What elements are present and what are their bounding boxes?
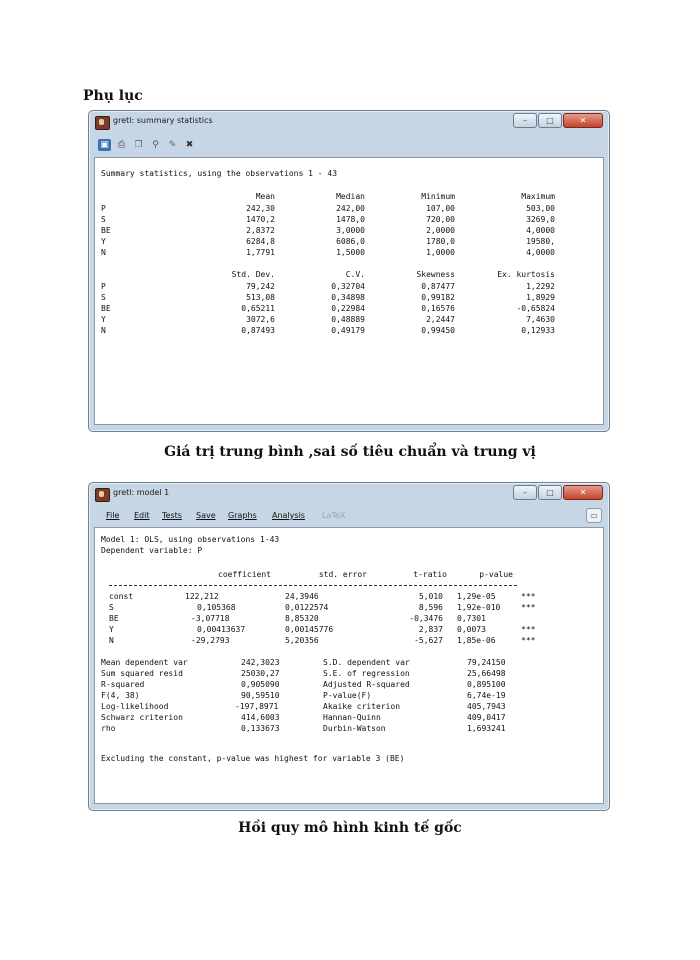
menu-bar bbox=[94, 507, 604, 525]
p-value-cell: 1,92e-010 bbox=[457, 603, 501, 612]
model-footer-note: Excluding the constant, p-value was highest for variable 3 (BE) bbox=[101, 754, 405, 763]
column-header: t-ratio bbox=[413, 570, 447, 579]
column-header: Mean bbox=[255, 192, 275, 201]
menu-file[interactable]: File bbox=[106, 511, 120, 520]
variable-label: P bbox=[101, 282, 106, 291]
column-header: p-value bbox=[479, 570, 513, 579]
find-icon[interactable]: ⚲ bbox=[152, 140, 159, 150]
table-cell: 2,2447 bbox=[426, 315, 455, 324]
stat-value: 0,895100 bbox=[467, 680, 506, 689]
title-bar[interactable] bbox=[89, 483, 609, 505]
column-header: Skewness bbox=[416, 270, 455, 279]
stat-value: 90,59510 bbox=[241, 691, 280, 700]
table-cell: 2,0000 bbox=[426, 226, 455, 235]
table-cell: 79,242 bbox=[246, 282, 275, 291]
significance-stars: *** bbox=[521, 603, 536, 612]
coefficient-cell: -3,07718 bbox=[191, 614, 230, 623]
table-cell: 720,00 bbox=[426, 215, 455, 224]
coefficient-cell: 0,105368 bbox=[197, 603, 236, 612]
menu-analysis[interactable]: Analysis bbox=[272, 511, 305, 520]
table-cell: 0,87477 bbox=[421, 282, 455, 291]
significance-stars: *** bbox=[521, 625, 536, 634]
table-cell: 0,99450 bbox=[421, 326, 455, 335]
variable-label: Y bbox=[109, 625, 114, 634]
stat-label: Akaike criterion bbox=[323, 702, 401, 711]
stat-value: 6,74e-19 bbox=[467, 691, 506, 700]
edit-icon[interactable]: ✎ bbox=[168, 140, 177, 150]
stat-value: 25,66498 bbox=[467, 669, 506, 678]
column-header: Maximum bbox=[521, 192, 555, 201]
table-cell: 7,4630 bbox=[526, 315, 555, 324]
caption-summary-statistics: Giá trị trung bình ,sai số tiêu chuẩn và trung vị bbox=[164, 444, 536, 460]
stat-label: S.E. of regression bbox=[323, 669, 410, 678]
coefficient-cell: 122,212 bbox=[185, 592, 219, 601]
table-cell: 1,7791 bbox=[246, 248, 275, 257]
table-cell: 1,5000 bbox=[336, 248, 365, 257]
table-cell: 1,8929 bbox=[526, 293, 555, 302]
variable-label: BE bbox=[109, 614, 119, 623]
table-cell: -0,65824 bbox=[516, 304, 555, 313]
table-cell: 0,87493 bbox=[241, 326, 275, 335]
gretl-app-icon bbox=[95, 116, 110, 130]
stat-label: Log-likelihood bbox=[101, 702, 169, 711]
variable-label: Y bbox=[101, 315, 106, 324]
p-value-cell: 1,29e-05 bbox=[457, 592, 496, 601]
table-cell: 0,32704 bbox=[331, 282, 365, 291]
column-header: coefficient bbox=[218, 570, 271, 579]
table-cell: 0,99182 bbox=[421, 293, 455, 302]
minimize-button[interactable]: – bbox=[513, 113, 537, 128]
table-cell: 242,00 bbox=[336, 204, 365, 213]
column-header: Std. Dev. bbox=[231, 270, 275, 279]
restore-icon[interactable]: ▭ bbox=[586, 508, 602, 523]
table-cell: 0,48889 bbox=[331, 315, 365, 324]
stat-value: 242,3023 bbox=[241, 658, 280, 667]
variable-label: Y bbox=[101, 237, 106, 246]
maximize-button[interactable]: □ bbox=[538, 113, 562, 128]
std-error-cell: 0,00145776 bbox=[285, 625, 334, 634]
menu-edit[interactable]: Edit bbox=[134, 511, 150, 520]
std-error-cell: 8,85320 bbox=[285, 614, 319, 623]
table-cell: 3072,6 bbox=[246, 315, 275, 324]
close-button[interactable]: ✕ bbox=[563, 113, 603, 128]
variable-label: N bbox=[101, 248, 106, 257]
table-cell: 0,65211 bbox=[241, 304, 275, 313]
t-ratio-cell: 2,837 bbox=[418, 625, 443, 634]
minimize-button[interactable]: – bbox=[513, 485, 537, 500]
title-bar[interactable] bbox=[89, 111, 609, 133]
statistics-title-line: Summary statistics, using the observations 1 - 43 bbox=[101, 169, 338, 178]
model-output-text-area[interactable] bbox=[94, 527, 604, 804]
maximize-button[interactable]: □ bbox=[538, 485, 562, 500]
table-cell: 513,08 bbox=[246, 293, 275, 302]
table-cell: 2,8372 bbox=[246, 226, 275, 235]
significance-stars: *** bbox=[521, 592, 536, 601]
t-ratio-cell: -5,627 bbox=[414, 636, 443, 645]
stat-label: Hannan-Quinn bbox=[323, 713, 381, 722]
p-value-cell: 1,85e-06 bbox=[457, 636, 496, 645]
table-cell: 3269,0 bbox=[526, 215, 555, 224]
stat-label: R-squared bbox=[101, 680, 145, 689]
menu-latex: LaTeX bbox=[322, 511, 346, 520]
caption-model: Hồi quy mô hình kinh tế gốc bbox=[238, 820, 462, 836]
p-value-cell: 0,0073 bbox=[457, 625, 486, 634]
stat-value: 1,693241 bbox=[467, 724, 506, 733]
copy-icon[interactable]: ❐ bbox=[134, 140, 143, 150]
table-cell: 1,2292 bbox=[526, 282, 555, 291]
stat-value: 25030,27 bbox=[241, 669, 280, 678]
model-window bbox=[88, 482, 610, 811]
menu-graphs[interactable]: Graphs bbox=[228, 511, 257, 520]
table-cell: 1470,2 bbox=[246, 215, 275, 224]
table-cell: 4,0000 bbox=[526, 226, 555, 235]
stat-label: rho bbox=[101, 724, 116, 733]
table-cell: 0,12933 bbox=[521, 326, 555, 335]
stat-value: 79,24150 bbox=[467, 658, 506, 667]
std-error-cell: 0,0122574 bbox=[285, 603, 329, 612]
stat-label: Durbin-Watson bbox=[323, 724, 386, 733]
variable-label: N bbox=[101, 326, 106, 335]
std-error-cell: 24,3946 bbox=[285, 592, 319, 601]
menu-tests[interactable]: Tests bbox=[162, 511, 182, 520]
window-title: gretl: summary statistics bbox=[113, 116, 213, 125]
variable-label: const bbox=[109, 592, 134, 601]
variable-label: S bbox=[109, 603, 114, 612]
gretl-app-icon bbox=[95, 488, 110, 502]
stat-label: Sum squared resid bbox=[101, 669, 183, 678]
column-header: C.V. bbox=[345, 270, 365, 279]
table-cell: 242,30 bbox=[246, 204, 275, 213]
table-cell: 4,0000 bbox=[526, 248, 555, 257]
stat-value: 414,6003 bbox=[241, 713, 280, 722]
t-ratio-cell: -0,3476 bbox=[409, 614, 443, 623]
stat-label: Adjusted R-squared bbox=[323, 680, 410, 689]
stat-value: 0,905090 bbox=[241, 680, 280, 689]
menu-save[interactable]: Save bbox=[196, 511, 216, 520]
table-cell: 0,16576 bbox=[421, 304, 455, 313]
stat-value: 405,7943 bbox=[467, 702, 506, 711]
table-cell: 503,00 bbox=[526, 204, 555, 213]
toolbar bbox=[94, 135, 604, 155]
variable-label: BE bbox=[101, 304, 111, 313]
variable-label: S bbox=[101, 215, 106, 224]
table-cell: 0,34898 bbox=[331, 293, 365, 302]
std-error-cell: 5,20356 bbox=[285, 636, 319, 645]
table-cell: 1780,0 bbox=[426, 237, 455, 246]
save-icon[interactable]: ▣ bbox=[98, 139, 111, 151]
table-cell: 107,00 bbox=[426, 204, 455, 213]
variable-label: P bbox=[101, 204, 106, 213]
column-header: Median bbox=[336, 192, 365, 201]
t-ratio-cell: 8,596 bbox=[418, 603, 443, 612]
dependent-variable-line: Dependent variable: P bbox=[101, 546, 203, 555]
variable-label: S bbox=[101, 293, 106, 302]
coefficient-cell: 0,00413637 bbox=[197, 625, 246, 634]
table-cell: 1,0000 bbox=[426, 248, 455, 257]
model-title-line: Model 1: OLS, using observations 1-43 bbox=[101, 535, 280, 544]
table-cell: 6086,0 bbox=[336, 237, 365, 246]
variable-label: BE bbox=[101, 226, 111, 235]
window-title: gretl: model 1 bbox=[113, 488, 170, 497]
stat-label: Schwarz criterion bbox=[101, 713, 183, 722]
table-cell: 1478,0 bbox=[336, 215, 365, 224]
close-button[interactable]: ✕ bbox=[563, 485, 603, 500]
table-cell: 3,0000 bbox=[336, 226, 365, 235]
summary-statistics-window bbox=[88, 110, 610, 432]
stat-value: 0,133673 bbox=[241, 724, 280, 733]
page-heading: Phụ lục bbox=[83, 88, 143, 104]
close-icon[interactable]: ✖ bbox=[185, 140, 194, 150]
column-header: Minimum bbox=[421, 192, 455, 201]
table-cell: 0,22984 bbox=[331, 304, 365, 313]
stat-label: P-value(F) bbox=[323, 691, 372, 700]
t-ratio-cell: 5,010 bbox=[418, 592, 443, 601]
table-divider bbox=[109, 585, 517, 586]
table-cell: 6284,8 bbox=[246, 237, 275, 246]
table-cell: 0,49179 bbox=[331, 326, 365, 335]
column-header: std. error bbox=[318, 570, 367, 579]
stat-label: F(4, 38) bbox=[101, 691, 140, 700]
variable-label: N bbox=[109, 636, 114, 645]
stat-label: Mean dependent var bbox=[101, 658, 188, 667]
p-value-cell: 0,7301 bbox=[457, 614, 486, 623]
table-cell: 19580, bbox=[526, 237, 555, 246]
stat-label: S.D. dependent var bbox=[323, 658, 410, 667]
stat-value: 409,0417 bbox=[467, 713, 506, 722]
stat-value: -197,8971 bbox=[235, 702, 279, 711]
significance-stars: *** bbox=[521, 636, 536, 645]
column-header: Ex. kurtosis bbox=[497, 270, 555, 279]
coefficient-cell: -29,2793 bbox=[191, 636, 230, 645]
print-icon[interactable]: ⎙ bbox=[117, 140, 126, 150]
statistics-text-area[interactable] bbox=[94, 157, 604, 425]
